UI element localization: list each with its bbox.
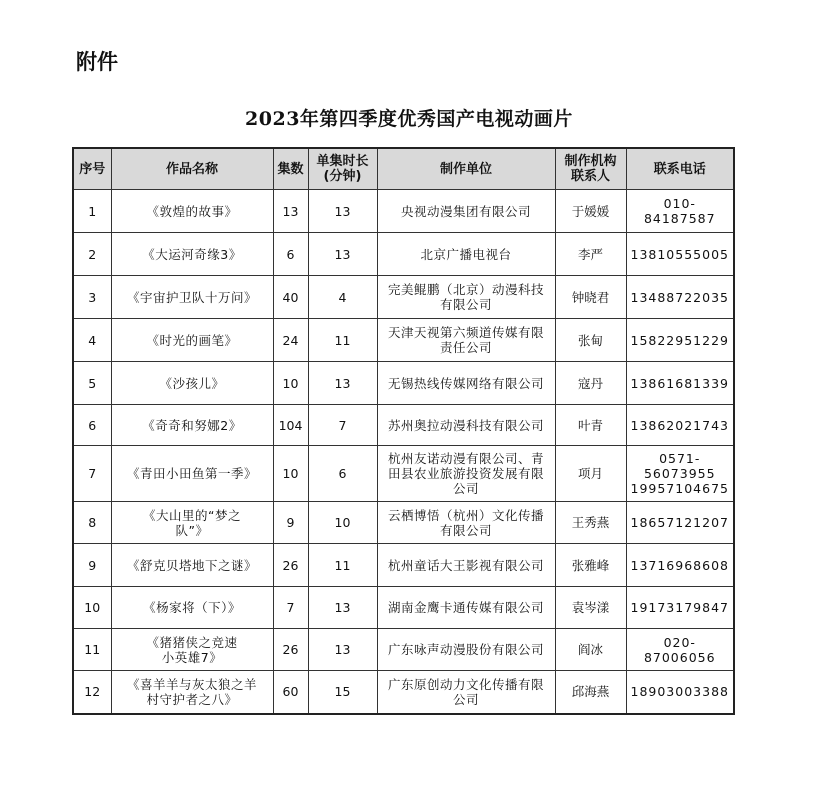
cell-index: 9 <box>73 544 111 587</box>
cell-episodes: 26 <box>273 629 308 671</box>
cell-producer <box>377 544 555 587</box>
cell-episodes: 7 <box>273 587 308 629</box>
cell-index: 1 <box>73 190 111 233</box>
cell-name-line: 队”》 <box>175 522 209 538</box>
cell-producer <box>377 362 555 405</box>
cell-contact: 王秀燕 <box>555 502 626 544</box>
cell-phone-line: 18903003388 <box>630 684 729 700</box>
cell-name <box>111 629 273 671</box>
table-row <box>73 629 734 671</box>
cell-index: 2 <box>73 233 111 276</box>
cell-episodes: 24 <box>273 319 308 362</box>
cell-index: 3 <box>73 276 111 319</box>
cell-episodes: 13 <box>273 190 308 233</box>
cell-episodes: 6 <box>273 233 308 276</box>
cell-phone <box>626 629 734 671</box>
cell-producer <box>377 587 555 629</box>
cell-name <box>111 362 273 405</box>
cell-producer <box>377 446 555 502</box>
cell-phone-line: 13488722035 <box>630 289 729 305</box>
cell-producer-line: 田县农业旅游投资发展有限 <box>387 466 544 481</box>
table-row <box>73 502 734 544</box>
cell-episodes: 10 <box>273 446 308 502</box>
cell-phone <box>626 544 734 587</box>
header-contact-line1: 制作机构 <box>564 154 617 169</box>
cell-contact: 李严 <box>555 233 626 276</box>
cell-producer <box>377 319 555 362</box>
cell-name-line: 村守护者之八》 <box>146 691 238 707</box>
cell-name-line: 《宇宙护卫队十万问》 <box>126 289 257 305</box>
cell-producer-line: 无锡热线传媒网络有限公司 <box>387 375 544 391</box>
cell-name <box>111 446 273 502</box>
cell-producer-line: 完美鲲鹏（北京）动漫科技 <box>387 282 544 297</box>
cell-phone <box>626 405 734 446</box>
cell-producer-line: 有限公司 <box>439 297 492 312</box>
cell-phone-line: 020-87006056 <box>643 634 716 665</box>
table-row <box>73 362 734 405</box>
cell-producer-line: 广东原创动力文化传播有限 <box>387 676 544 692</box>
cell-contact: 项月 <box>555 446 626 502</box>
cell-duration: 13 <box>308 190 377 233</box>
cell-name-line: 《奇奇和努娜2》 <box>142 417 242 433</box>
cell-index: 5 <box>73 362 111 405</box>
cell-name <box>111 587 273 629</box>
cell-phone-line: 15822951229 <box>630 332 729 348</box>
cell-name <box>111 671 273 714</box>
cell-producer-line: 公司 <box>452 691 479 707</box>
table-row <box>73 671 734 714</box>
table-row <box>73 587 734 629</box>
cell-contact: 于媛媛 <box>555 190 626 233</box>
cell-producer <box>377 671 555 714</box>
cell-contact: 袁岑漾 <box>555 587 626 629</box>
cell-duration: 6 <box>308 446 377 502</box>
animation-table <box>72 147 735 715</box>
cell-contact: 张雅峰 <box>555 544 626 587</box>
cell-producer-line: 广东咏声动漫股份有限公司 <box>387 642 544 657</box>
cell-name <box>111 233 273 276</box>
header-name: 作品名称 <box>111 148 273 190</box>
cell-name-line: 《猪猪侠之竞速 <box>146 634 238 650</box>
cell-name-line: 《时光的画笔》 <box>146 332 238 348</box>
cell-producer-line: 云栖博悟（杭州）文化传播 <box>387 507 544 523</box>
cell-name-line: 《大山里的“梦之 <box>143 507 241 523</box>
cell-producer-line: 苏州奥拉动漫科技有限公司 <box>387 417 544 433</box>
cell-phone <box>626 319 734 362</box>
header-duration-line2: (分钟) <box>323 169 362 184</box>
cell-index: 8 <box>73 502 111 544</box>
cell-duration: 13 <box>308 233 377 276</box>
cell-name <box>111 276 273 319</box>
cell-index: 4 <box>73 319 111 362</box>
cell-duration: 11 <box>308 544 377 587</box>
cell-name <box>111 190 273 233</box>
cell-producer <box>377 502 555 544</box>
table-row <box>73 276 734 319</box>
attachment-label: 附件 <box>76 50 118 74</box>
cell-duration: 10 <box>308 502 377 544</box>
header-phone: 联系电话 <box>626 148 734 190</box>
cell-index: 10 <box>73 587 111 629</box>
cell-phone <box>626 446 734 502</box>
header-index: 序号 <box>73 148 111 190</box>
cell-phone-line: 13862021743 <box>630 417 729 433</box>
cell-name-line: 《大运河奇缘3》 <box>142 246 242 262</box>
cell-phone <box>626 233 734 276</box>
cell-phone-line: 13861681339 <box>630 375 729 391</box>
cell-producer-line: 杭州友诺动漫有限公司、青 <box>387 451 544 466</box>
cell-contact: 张甸 <box>555 319 626 362</box>
table-row <box>73 319 734 362</box>
cell-duration: 4 <box>308 276 377 319</box>
cell-name-line: 《杨家将（下）》 <box>143 600 241 615</box>
cell-duration: 7 <box>308 405 377 446</box>
cell-episodes: 26 <box>273 544 308 587</box>
header-duration <box>308 148 377 190</box>
cell-producer-line: 天津天视第六频道传媒有限 <box>387 325 544 340</box>
table-row <box>73 544 734 587</box>
cell-producer-line: 有限公司 <box>439 522 492 538</box>
cell-contact: 钟晓君 <box>555 276 626 319</box>
cell-name-line: 小英雄7》 <box>161 649 223 665</box>
cell-phone-line: 0571-56073955 <box>643 451 716 481</box>
cell-phone-line: 19957104675 <box>630 481 729 496</box>
cell-index: 12 <box>73 671 111 714</box>
cell-name <box>111 319 273 362</box>
cell-episodes: 40 <box>273 276 308 319</box>
cell-producer-line: 北京广播电视台 <box>420 246 512 262</box>
cell-episodes: 60 <box>273 671 308 714</box>
table-row <box>73 446 734 502</box>
cell-contact: 叶青 <box>555 405 626 446</box>
cell-phone-line: 13810555005 <box>630 246 729 262</box>
cell-contact: 邱海燕 <box>555 671 626 714</box>
cell-name-line: 《舒克贝塔地下之谜》 <box>126 557 257 573</box>
cell-name <box>111 544 273 587</box>
cell-producer-line: 央视动漫集团有限公司 <box>400 203 531 219</box>
cell-producer <box>377 276 555 319</box>
cell-producer <box>377 405 555 446</box>
table-row <box>73 190 734 233</box>
cell-producer <box>377 233 555 276</box>
cell-phone <box>626 587 734 629</box>
cell-producer-line: 杭州童话大王影视有限公司 <box>387 557 544 573</box>
cell-producer-line: 责任公司 <box>439 340 492 355</box>
cell-duration: 11 <box>308 319 377 362</box>
cell-phone <box>626 502 734 544</box>
cell-phone-line: 19173179847 <box>630 600 729 615</box>
cell-phone <box>626 362 734 405</box>
cell-name <box>111 405 273 446</box>
table-header-row <box>73 148 734 190</box>
cell-producer-line: 湖南金鹰卡通传媒有限公司 <box>387 600 544 615</box>
cell-episodes: 9 <box>273 502 308 544</box>
cell-phone <box>626 671 734 714</box>
cell-producer-line: 公司 <box>452 481 479 496</box>
cell-index: 11 <box>73 629 111 671</box>
cell-name-line: 《沙孩儿》 <box>159 375 225 391</box>
cell-duration: 13 <box>308 587 377 629</box>
header-episodes: 集数 <box>273 148 308 190</box>
cell-duration: 15 <box>308 671 377 714</box>
cell-episodes: 10 <box>273 362 308 405</box>
cell-name-line: 《敦煌的故事》 <box>146 203 238 219</box>
cell-duration: 13 <box>308 362 377 405</box>
cell-name-line: 《青田小田鱼第一季》 <box>126 466 257 481</box>
header-contact-line2: 联系人 <box>570 169 610 184</box>
cell-index: 7 <box>73 446 111 502</box>
cell-name-line: 《喜羊羊与灰太狼之羊 <box>126 676 257 692</box>
cell-name <box>111 502 273 544</box>
cell-contact: 寇丹 <box>555 362 626 405</box>
cell-index: 6 <box>73 405 111 446</box>
header-contact <box>555 148 626 190</box>
cell-phone-line: 18657121207 <box>630 515 729 530</box>
cell-phone <box>626 276 734 319</box>
cell-duration: 13 <box>308 629 377 671</box>
cell-phone-line: 010-84187587 <box>643 196 716 226</box>
cell-producer <box>377 629 555 671</box>
cell-episodes: 104 <box>273 405 308 446</box>
table-row <box>73 405 734 446</box>
cell-phone <box>626 190 734 233</box>
cell-phone-line: 13716968608 <box>630 557 729 573</box>
header-producer: 制作单位 <box>377 148 555 190</box>
document-title: 2023年第四季度优秀国产电视动画片 <box>245 108 573 130</box>
cell-producer <box>377 190 555 233</box>
header-duration-line1: 单集时长 <box>316 154 369 169</box>
table-row <box>73 233 734 276</box>
cell-contact: 阎冰 <box>555 629 626 671</box>
